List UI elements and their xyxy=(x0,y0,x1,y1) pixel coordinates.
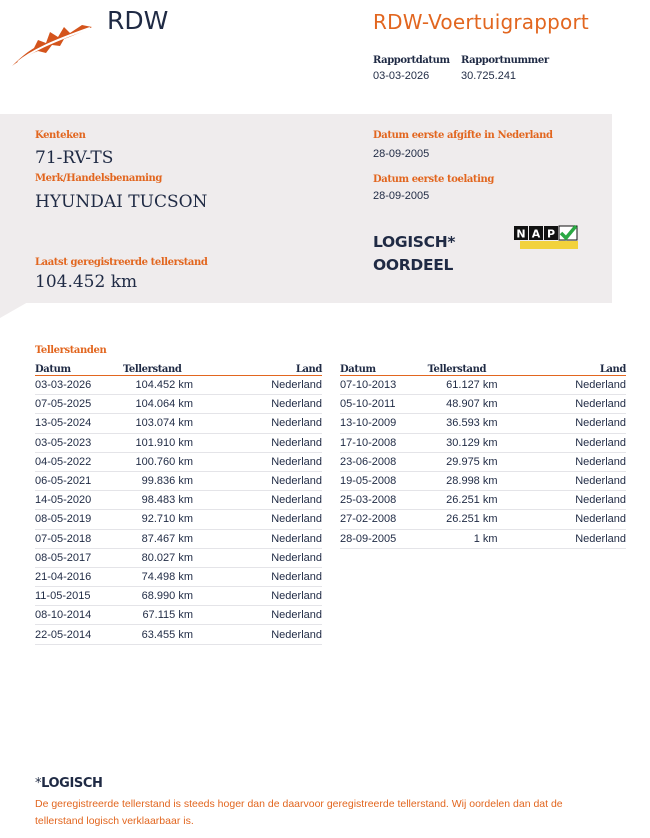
reading-date: 14-05-2020 xyxy=(35,491,123,510)
table-row xyxy=(35,395,322,414)
header-date: Datum xyxy=(35,362,123,376)
reading-country: Nederland xyxy=(531,376,626,395)
table-row xyxy=(35,625,322,644)
reading-country: Nederland xyxy=(227,510,322,529)
table-header-row xyxy=(340,362,626,376)
reading-km: 26.251 km xyxy=(428,491,498,510)
reading-km: 48.907 km xyxy=(428,395,498,414)
reading-date: 05-10-2011 xyxy=(340,395,428,414)
report-number-label: Rapportnummer xyxy=(461,55,549,66)
reading-country: Nederland xyxy=(227,471,322,490)
reading-km: 61.127 km xyxy=(428,376,498,395)
first-admission-value: 28-09-2005 xyxy=(373,190,430,202)
reading-km: 67.115 km xyxy=(123,606,193,625)
reading-km: 30.129 km xyxy=(428,433,498,452)
header-date: Datum xyxy=(340,362,428,376)
readings-table-right xyxy=(340,362,626,549)
reading-date: 11-05-2015 xyxy=(35,587,123,606)
reading-country: Nederland xyxy=(531,471,626,490)
readings-title: Tellerstanden xyxy=(35,345,107,356)
reading-country: Nederland xyxy=(227,452,322,471)
odometer-value: 104.452 km xyxy=(35,272,138,292)
reading-km: 92.710 km xyxy=(123,510,193,529)
reading-date: 13-05-2024 xyxy=(35,414,123,433)
reading-country: Nederland xyxy=(227,395,322,414)
reading-country: Nederland xyxy=(227,625,322,644)
table-row xyxy=(35,529,322,548)
reading-date: 08-05-2017 xyxy=(35,548,123,567)
footnote-title-text: LOGISCH xyxy=(41,776,103,791)
reading-country: Nederland xyxy=(531,414,626,433)
reading-date: 07-05-2025 xyxy=(35,395,123,414)
reading-km: 74.498 km xyxy=(123,567,193,586)
plate-value: 71-RV-TS xyxy=(35,148,114,168)
reading-km: 87.467 km xyxy=(123,529,193,548)
reading-country: Nederland xyxy=(227,433,322,452)
table-row xyxy=(340,529,626,548)
table-row xyxy=(340,414,626,433)
reading-country: Nederland xyxy=(227,376,322,395)
reading-km: 29.975 km xyxy=(428,452,498,471)
reading-km: 99.836 km xyxy=(123,471,193,490)
table-row xyxy=(35,452,322,471)
reading-date: 28-09-2005 xyxy=(340,529,428,548)
reading-km: 103.074 km xyxy=(123,414,193,433)
table-row xyxy=(35,606,322,625)
vehicle-panel-corner xyxy=(0,302,28,318)
table-row xyxy=(35,510,322,529)
reading-date: 06-05-2021 xyxy=(35,471,123,490)
reading-country: Nederland xyxy=(531,510,626,529)
readings-table-left xyxy=(35,362,322,645)
table-row xyxy=(340,452,626,471)
reading-country: Nederland xyxy=(227,491,322,510)
report-title: RDW-Voertuigrapport xyxy=(373,10,589,34)
rdw-logo xyxy=(10,22,96,68)
make-value: HYUNDAI TUCSON xyxy=(35,192,208,212)
reading-date: 08-05-2019 xyxy=(35,510,123,529)
verdict-line-2: OORDEEL xyxy=(373,256,454,274)
reading-date: 03-05-2023 xyxy=(35,433,123,452)
reading-date: 21-04-2016 xyxy=(35,567,123,586)
report-number: 30.725.241 xyxy=(461,70,517,82)
reading-country: Nederland xyxy=(531,395,626,414)
reading-date: 27-02-2008 xyxy=(340,510,428,529)
reading-country: Nederland xyxy=(227,548,322,567)
reading-date: 08-10-2014 xyxy=(35,606,123,625)
nap-logo xyxy=(514,224,580,252)
report-date-label: Rapportdatum xyxy=(373,55,450,66)
reading-km: 104.064 km xyxy=(123,395,193,414)
reading-date: 07-10-2013 xyxy=(340,376,428,395)
first-admission-label: Datum eerste toelating xyxy=(373,174,494,185)
reading-km: 1 km xyxy=(428,529,498,548)
reading-date: 25-03-2008 xyxy=(340,491,428,510)
table-row xyxy=(340,491,626,510)
odometer-label: Laatst geregistreerde tellerstand xyxy=(35,257,208,268)
reading-date: 19-05-2008 xyxy=(340,471,428,490)
reading-date: 23-06-2008 xyxy=(340,452,428,471)
header-country: Land xyxy=(531,362,626,376)
table-row xyxy=(35,376,322,395)
reading-country: Nederland xyxy=(531,529,626,548)
header-km: Tellerstand xyxy=(123,362,193,376)
table-row xyxy=(35,433,322,452)
table-row xyxy=(340,510,626,529)
reading-country: Nederland xyxy=(227,414,322,433)
footnote-title xyxy=(35,776,102,791)
table-row xyxy=(340,433,626,452)
reading-km: 98.483 km xyxy=(123,491,193,510)
reading-km: 36.593 km xyxy=(428,414,498,433)
reading-km: 68.990 km xyxy=(123,587,193,606)
reading-date: 22-05-2014 xyxy=(35,625,123,644)
table-row xyxy=(35,414,322,433)
table-row xyxy=(340,395,626,414)
reading-km: 100.760 km xyxy=(123,452,193,471)
reading-date: 03-03-2026 xyxy=(35,376,123,395)
reading-date: 04-05-2022 xyxy=(35,452,123,471)
first-nl-label: Datum eerste afgifte in Nederland xyxy=(373,130,553,141)
reading-km: 104.452 km xyxy=(123,376,193,395)
report-date: 03-03-2026 xyxy=(373,70,430,82)
nap-letter-a: A xyxy=(531,227,541,241)
table-row xyxy=(35,471,322,490)
reading-country: Nederland xyxy=(531,433,626,452)
footnote-marker: * xyxy=(35,776,42,791)
reading-country: Nederland xyxy=(227,529,322,548)
header-country: Land xyxy=(227,362,322,376)
nap-letter-p: P xyxy=(546,227,556,241)
reading-km: 63.455 km xyxy=(123,625,193,644)
reading-country: Nederland xyxy=(531,491,626,510)
footnote-text: De geregistreerde tellerstand is steeds hoger dan de daarvoor geregistreerde tellerstand. Wij oordelen dan dat de tellerstand logisch verklaarbaar is. xyxy=(35,798,563,827)
reading-date: 07-05-2018 xyxy=(35,529,123,548)
reading-country: Nederland xyxy=(227,587,322,606)
verdict xyxy=(373,231,455,277)
table-row xyxy=(35,587,322,606)
table-header-row xyxy=(35,362,322,376)
make-label: Merk/Handelsbenaming xyxy=(35,173,163,184)
table-row xyxy=(340,376,626,395)
brand-name: RDW xyxy=(107,6,169,35)
reading-date: 17-10-2008 xyxy=(340,433,428,452)
reading-country: Nederland xyxy=(531,452,626,471)
reading-km: 28.998 km xyxy=(428,471,498,490)
reading-km: 26.251 km xyxy=(428,510,498,529)
first-nl-value: 28-09-2005 xyxy=(373,148,430,160)
reading-km: 101.910 km xyxy=(123,433,193,452)
reading-date: 13-10-2009 xyxy=(340,414,428,433)
header-km: Tellerstand xyxy=(428,362,498,376)
reading-km: 80.027 km xyxy=(123,548,193,567)
table-row xyxy=(35,567,322,586)
nap-letter-n: N xyxy=(516,227,526,241)
table-row xyxy=(340,471,626,490)
reading-country: Nederland xyxy=(227,606,322,625)
table-row xyxy=(35,548,322,567)
verdict-line-1: LOGISCH* xyxy=(373,233,456,251)
table-row xyxy=(35,491,322,510)
plate-label: Kenteken xyxy=(35,130,86,141)
reading-country: Nederland xyxy=(227,567,322,586)
